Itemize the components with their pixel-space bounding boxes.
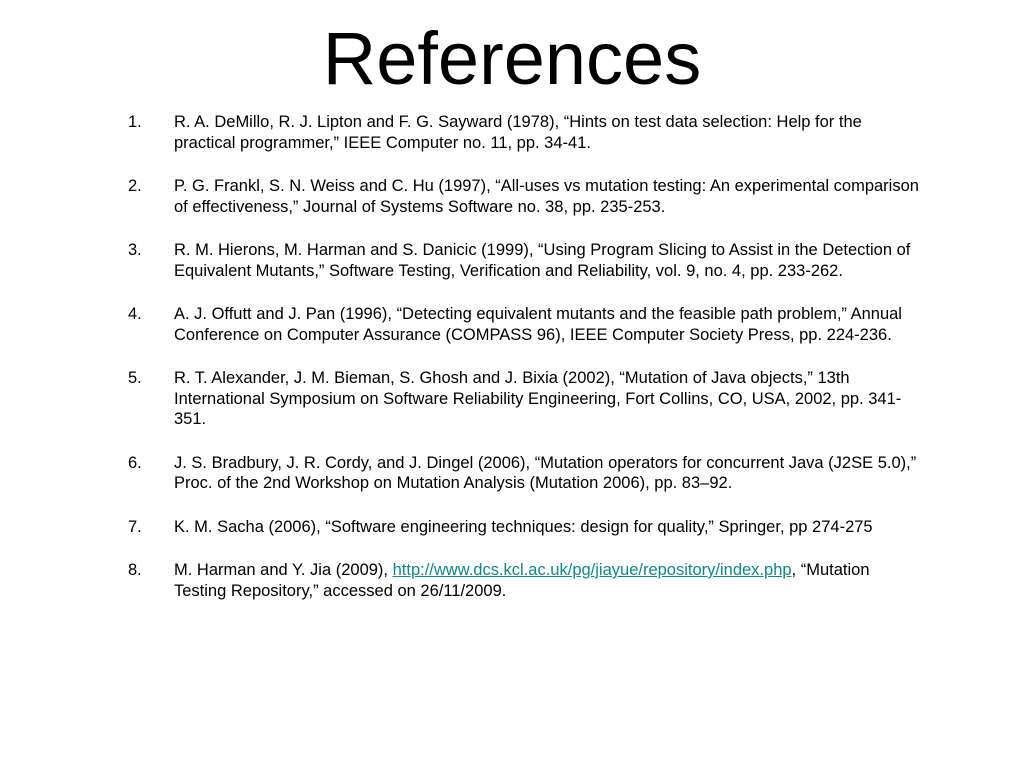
- reference-number: 1.: [128, 113, 142, 131]
- reference-number: 4.: [128, 305, 142, 323]
- reference-text: R. T. Alexander, J. M. Bieman, S. Ghosh and J. Bixia (2002), “Mutation of Java objects,” 13th International Symposium on Software Reliability Engineering, Fort Collins, CO, USA, 2002, pp. 341-351.: [174, 369, 902, 428]
- reference-text-before: M. Harman and Y. Jia (2009),: [174, 561, 393, 579]
- reference-number: 3.: [128, 241, 142, 259]
- reference-text: K. M. Sacha (2006), “Software engineering techniques: design for quality,” Springer, pp 274-275: [174, 517, 873, 536]
- reference-text: J. S. Bradbury, J. R. Cordy, and J. Dingel (2006), “Mutation operators for concurrent Java (J2SE 5.0),” Proc. of the 2nd Workshop on Mutation Analysis (Mutation 2006), pp. 83–92.: [174, 453, 917, 492]
- repository-link[interactable]: http://www.dcs.kcl.ac.uk/pg/jiayue/repository/index.php: [392, 561, 792, 579]
- reference-item: [0, 453, 1024, 494]
- reference-text: R. M. Hierons, M. Harman and S. Danicic (1999), “Using Program Slicing to Assist in the Detection of Equivalent Mutants,” Software Testing, Verification and Reliability, vol. 9, no. 4, pp. 233-262.: [174, 241, 911, 280]
- reference-number: 6.: [128, 453, 142, 472]
- reference-item: [0, 560, 1024, 601]
- reference-item: [0, 240, 1024, 281]
- reference-text: [174, 560, 924, 601]
- reference-number: 8.: [128, 561, 142, 579]
- reference-text: P. G. Frankl, S. N. Weiss and C. Hu (1997), “All-uses vs mutation testing: An experimental comparison of effectiveness,” Journal of Systems Software no. 38, pp. 235-253.: [174, 177, 919, 216]
- reference-item: [0, 368, 1024, 430]
- slide-title: References: [322, 17, 702, 100]
- reference-number: 7.: [128, 517, 142, 536]
- reference-list: [0, 112, 1024, 624]
- reference-item: [0, 304, 1024, 345]
- reference-number: 5.: [128, 369, 142, 387]
- reference-item: [0, 517, 1024, 538]
- reference-number: 2.: [128, 177, 142, 195]
- reference-item: [0, 112, 1024, 153]
- reference-text: R. A. DeMillo, R. J. Lipton and F. G. Sayward (1978), “Hints on test data selection: Help for the practical programmer,” IEEE Computer no. 11, pp. 34-41.: [174, 113, 862, 152]
- reference-text: A. J. Offutt and J. Pan (1996), “Detecting equivalent mutants and the feasible path problem,” Annual Conference on Computer Assurance (COMPASS 96), IEEE Computer Society Press, pp. 224-236.: [174, 305, 902, 344]
- reference-item: [0, 176, 1024, 217]
- reference-text-after: , “Mutation Testing Repository,” accessed on 26/11/2009.: [174, 561, 870, 600]
